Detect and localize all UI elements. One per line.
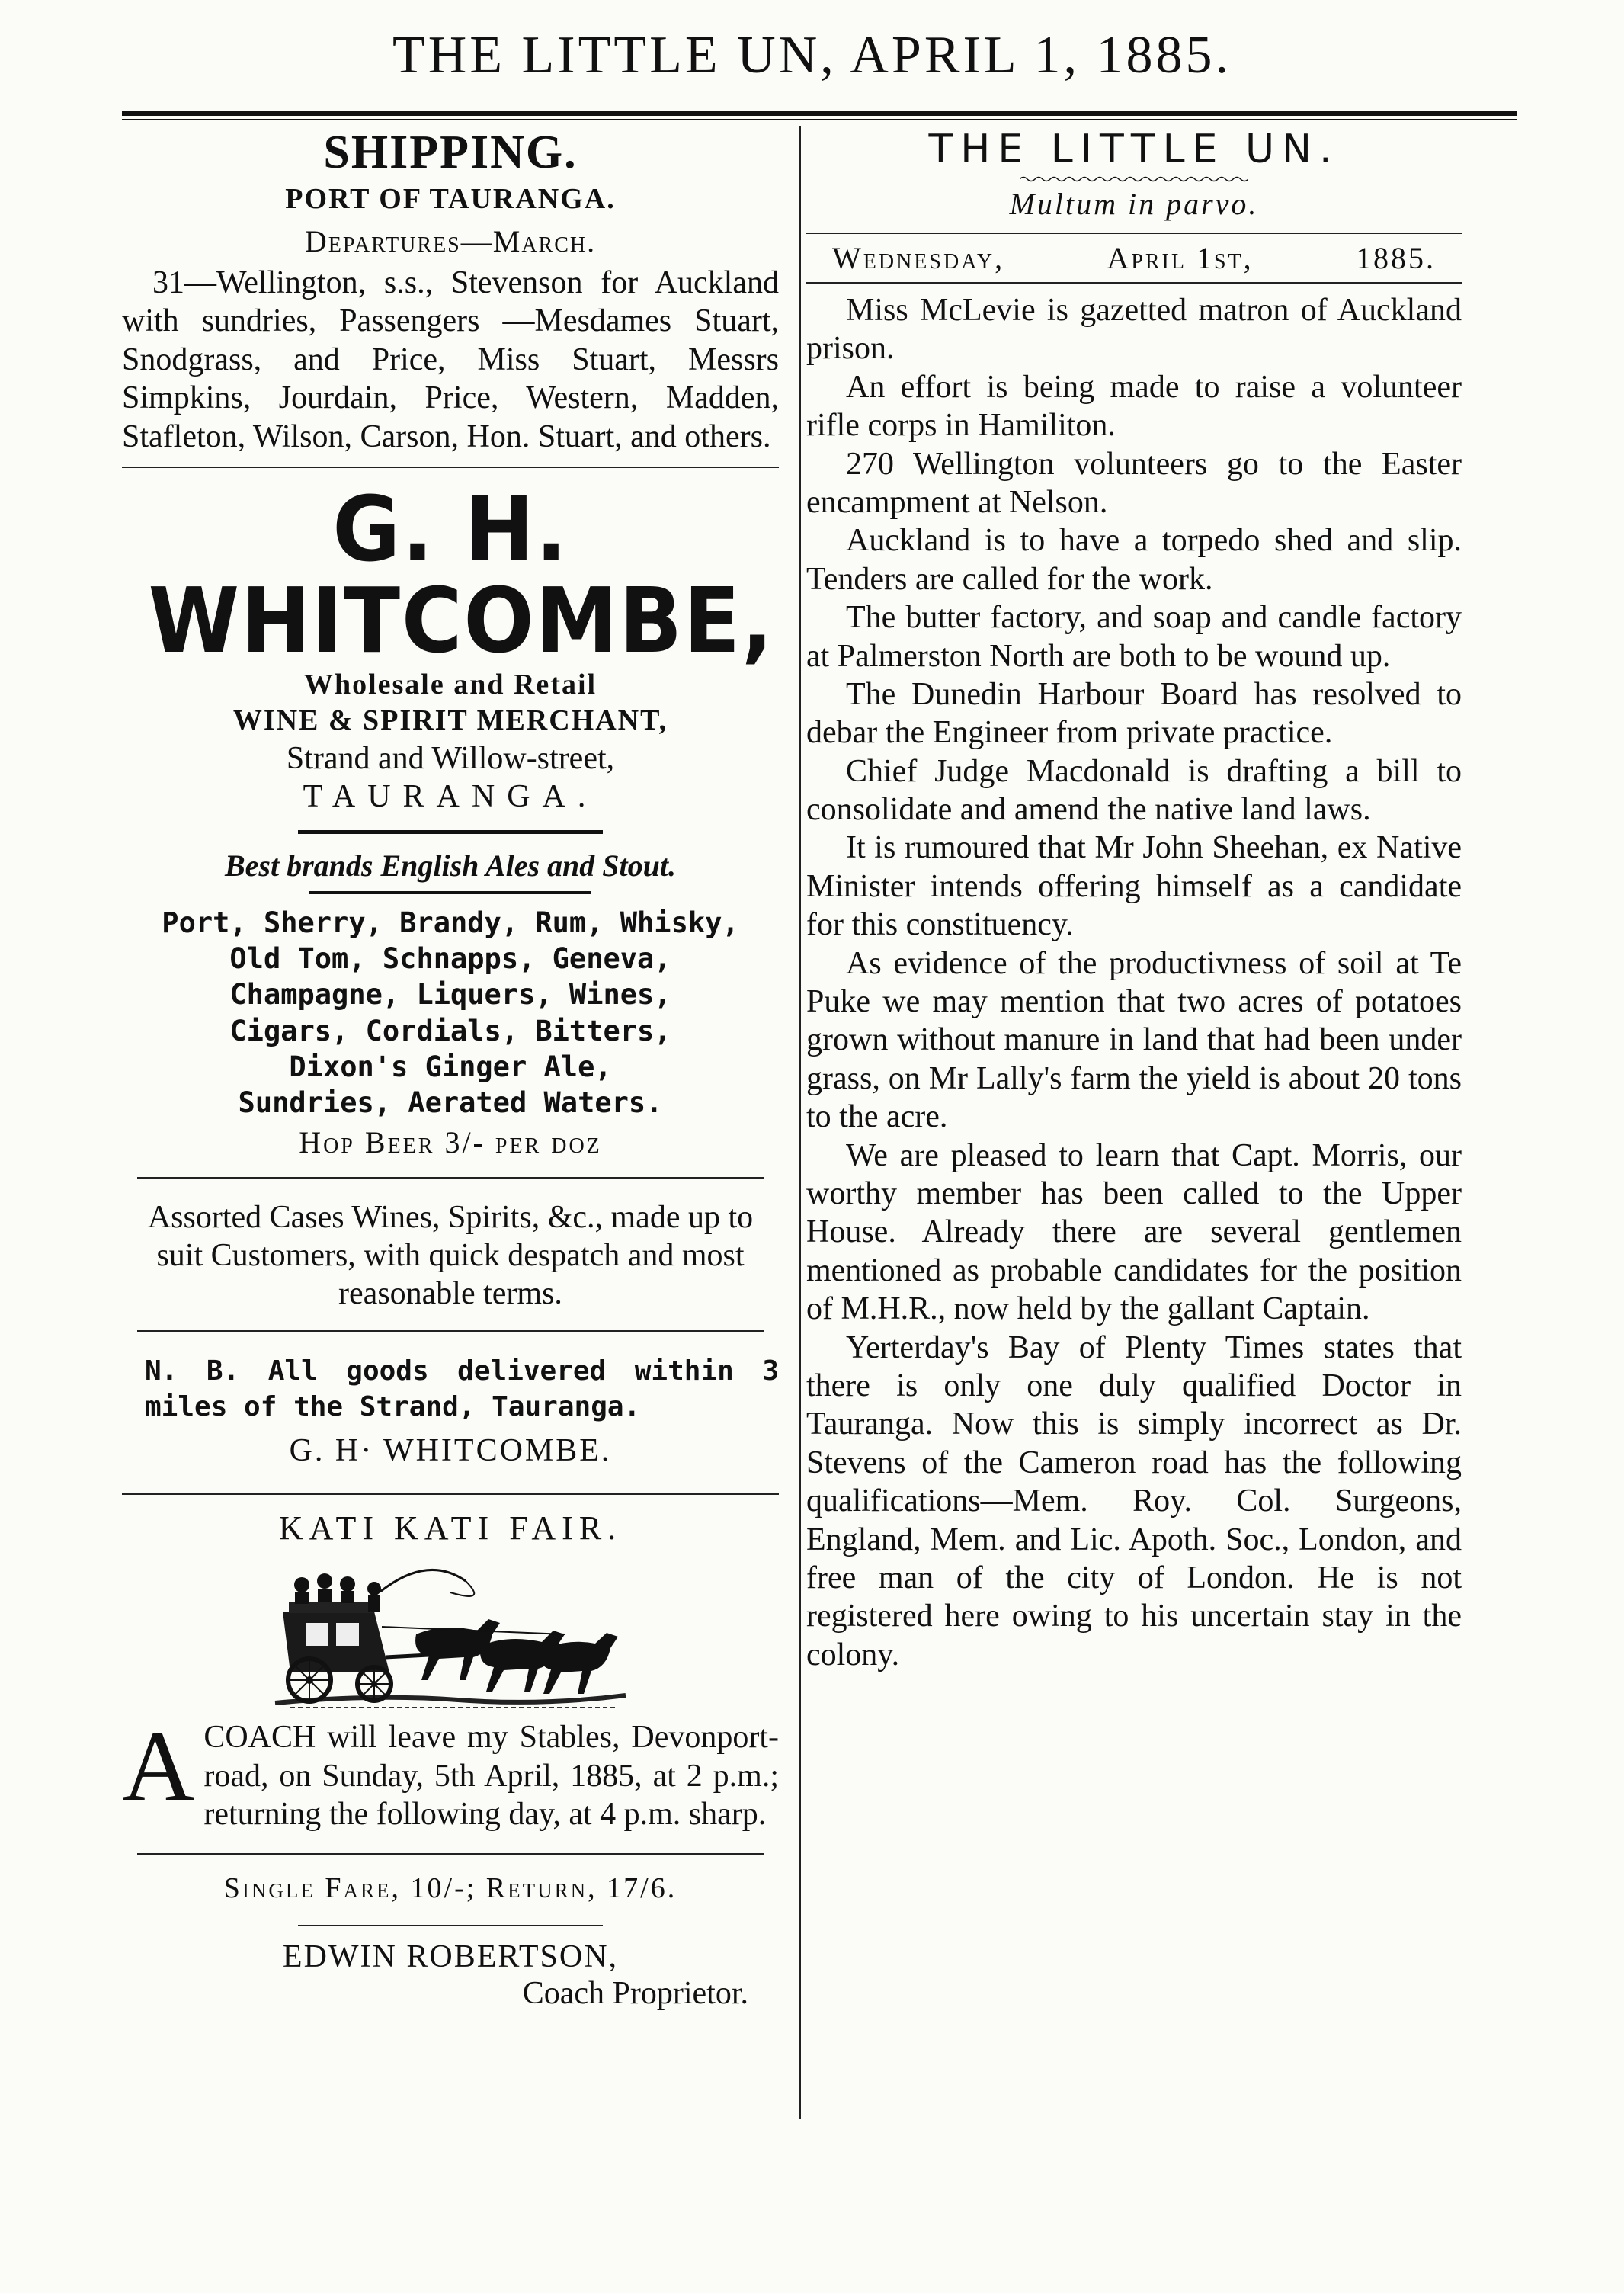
- assorted-cases-text: Assorted Cases Wines, Spirits, &c., made up to suit Customers, with quick despatch and most reasonable terms.: [147, 1199, 754, 1312]
- whitcombe-advert: [122, 476, 779, 1470]
- dateline-month: April 1st,: [1107, 241, 1254, 275]
- goods-line: Old Tom, Schnapps, Geneva,: [229, 941, 671, 975]
- news-item: We are pleased to learn that Capt. Morris, our worthy member has been called to the Upper House. Already there are several gentlemen mentioned as probable candidates for the position of M.H.R., now held by the gallant Captain.: [806, 1137, 1462, 1327]
- news-item: It is rumoured that Mr John Sheehan, ex Native Minister intends offering himself as a candidate for this constituency.: [806, 830, 1462, 943]
- kati-kati-heading: KATI KATI FAIR.: [278, 1509, 623, 1547]
- ornament-wave: [1020, 175, 1248, 183]
- advert-town: TAURANGA.: [303, 779, 598, 815]
- advert-rule: [309, 891, 591, 894]
- fare-line: Single Fare, 10/-; Return, 17/6.: [223, 1872, 677, 1905]
- coach-notice: [122, 1710, 779, 1833]
- goods-line: Port, Sherry, Brandy, Rum, Whisky,: [162, 906, 739, 939]
- news-item: 270 Wellington volunteers go to the Easter encampment at Nelson.: [806, 446, 1462, 520]
- masthead-rule: [122, 111, 1517, 116]
- goods-line: Dixon's Ginger Ale,: [289, 1050, 612, 1083]
- proprietor-name: EDWIN ROBERTSON,: [282, 1939, 619, 1975]
- advert-rule: [298, 830, 603, 834]
- port-heading: PORT OF TAURANGA.: [285, 183, 616, 216]
- right-column: [806, 128, 1462, 1674]
- news-item: Miss McLevie is gazetted matron of Auckland prison.: [806, 293, 1462, 367]
- proprietor-title: Coach Proprietor.: [522, 1976, 748, 2012]
- advert-divider: [137, 1853, 764, 1855]
- advert-signature: G. H· WHITCOMBE.: [289, 1432, 612, 1468]
- delivery-notice: N. B. All goods delivered within 3 miles of the Strand, Tauranga.: [145, 1355, 779, 1423]
- shipping-heading: SHIPPING.: [323, 127, 578, 178]
- advert-line-wholesale: Wholesale and Retail: [303, 668, 597, 701]
- column-divider: [799, 126, 801, 2119]
- goods-list: [122, 905, 779, 1121]
- news-item: The Dunedin Harbour Board has resolved to debar the Engineer from private practice.: [806, 676, 1462, 751]
- stagecoach-illustration: [260, 1558, 641, 1711]
- left-column: [122, 128, 779, 2012]
- kati-kati-advert: [122, 1509, 779, 2012]
- advert-divider: [137, 1177, 764, 1179]
- goods-line: Cigars, Cordials, Bitters,: [229, 1014, 671, 1047]
- advert-brands: Best brands English Ales and Stout.: [224, 848, 677, 883]
- dateline-year: 1885.: [1355, 241, 1436, 275]
- paper-motto: Multum in parvo.: [1009, 187, 1259, 221]
- goods-line: Sundries, Aerated Waters.: [238, 1086, 663, 1120]
- dateline-day: Wednesday,: [832, 241, 1005, 275]
- drop-cap: A: [122, 1710, 195, 1823]
- news-item: The butter factory, and soap and candle factory at Palmerston North are both to be wound up.: [806, 600, 1462, 674]
- section-divider: [122, 467, 779, 468]
- advert-address: Strand and Willow-street,: [286, 740, 615, 776]
- news-item: An effort is being made to raise a volunteer rifle corps in Hamiliton.: [806, 369, 1462, 444]
- paper-title: THE LITTLE UN.: [928, 127, 1340, 172]
- advert-divider: [298, 1925, 603, 1926]
- dateline-rule: [806, 282, 1462, 284]
- shipping-entry: 31—Wellington, s.s., Stevenson for Auckland with sundries, Passengers —Mesdames Stuart, Snodgrass, and Price, Miss Stuart, Messrs Simpkins, Jourdain, Price, Western, Madden, Stafleton, Wilson, Carson, Hon. Stuart, and others.: [122, 265, 779, 454]
- dateline: [806, 234, 1462, 282]
- shipping-section: [122, 128, 779, 456]
- page-masthead: THE LITTLE UN, APRIL 1, 1885.: [392, 26, 1232, 85]
- news-item: Chief Judge Macdonald is drafting a bill to consolidate and amend the native land laws.: [806, 753, 1462, 828]
- coach-notice-text: COACH will leave my Stables, Devonport-road, on Sunday, 5th April, 1885, at 2 p.m.; returning the following day, at 4 p.m. sharp.: [203, 1720, 779, 1833]
- news-paragraphs: [806, 291, 1462, 1674]
- section-divider: [122, 1493, 779, 1495]
- masthead-rule-thin: [122, 119, 1517, 120]
- goods-line: Champagne, Liquers, Wines,: [229, 978, 671, 1012]
- news-item: As evidence of the productivness of soil at Te Puke we may mention that two acres of potatoes grown without manure in land that had been under grass, on Mr Lally's farm the yield is about 20 tons to the acre.: [806, 945, 1462, 1135]
- news-item: Yerterday's Bay of Plenty Times states that there is only one duly qualified Doctor in Tauranga. Now this is simply incorrect as Dr. Stevens of the Cameron road has the following qualifications—Mem. Roy. Col. Surgeons, England, Mem. and Lic. Apoth. Soc., London, and free man of the city of London. He is not registered here owing to his uncertain stay in the colony.: [806, 1329, 1462, 1672]
- advertiser-name: G. H. WHITCOMBE,: [148, 476, 775, 674]
- hop-beer-price: Hop Beer 3/- per doz: [299, 1124, 602, 1159]
- advert-line-merchant: WINE & SPIRIT MERCHANT,: [232, 704, 668, 737]
- news-item: Auckland is to have a torpedo shed and slip. Tenders are called for the work.: [806, 523, 1462, 597]
- advert-divider: [137, 1330, 764, 1332]
- departures-subheading: Departures—March.: [304, 224, 597, 259]
